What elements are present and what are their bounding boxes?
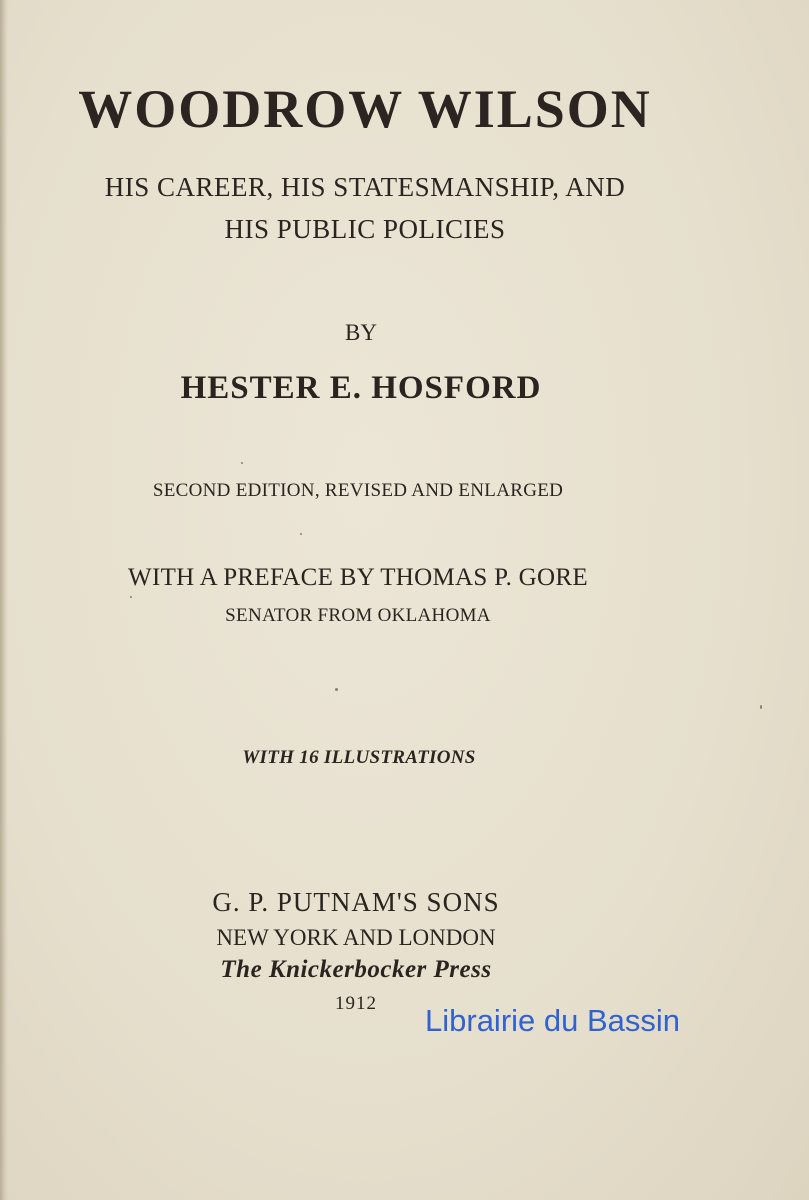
paper-speck xyxy=(130,596,132,598)
book-subtitle-line-1: HIS CAREER, HIS STATESMANSHIP, AND xyxy=(104,172,626,202)
bookseller-watermark: Librairie du Bassin xyxy=(425,1003,681,1038)
author-name: HESTER E. HOSFORD xyxy=(180,370,542,406)
paper-speck xyxy=(335,688,338,691)
publisher-city: NEW YORK AND LONDON xyxy=(216,925,496,950)
preface-author-role: SENATOR FROM OKLAHOMA xyxy=(225,605,491,626)
publication-year: 1912 xyxy=(335,993,377,1014)
book-subtitle-line-2: HIS PUBLIC POLICIES xyxy=(224,214,506,244)
paper-speck xyxy=(300,533,302,535)
publisher-name: G. P. PUTNAM'S SONS xyxy=(212,887,500,917)
book-title: WOODROW WILSON xyxy=(78,79,652,139)
edition-note: SECOND EDITION, REVISED AND ENLARGED xyxy=(152,480,564,501)
paper-speck xyxy=(760,705,762,709)
illustrations-note: WITH 16 ILLUSTRATIONS xyxy=(242,747,476,768)
preface-credit: WITH A PREFACE BY THOMAS P. GORE xyxy=(128,564,588,591)
paper-speck xyxy=(241,462,243,464)
press-name: The Knickerbocker Press xyxy=(220,956,492,983)
by-line: BY xyxy=(345,320,377,345)
